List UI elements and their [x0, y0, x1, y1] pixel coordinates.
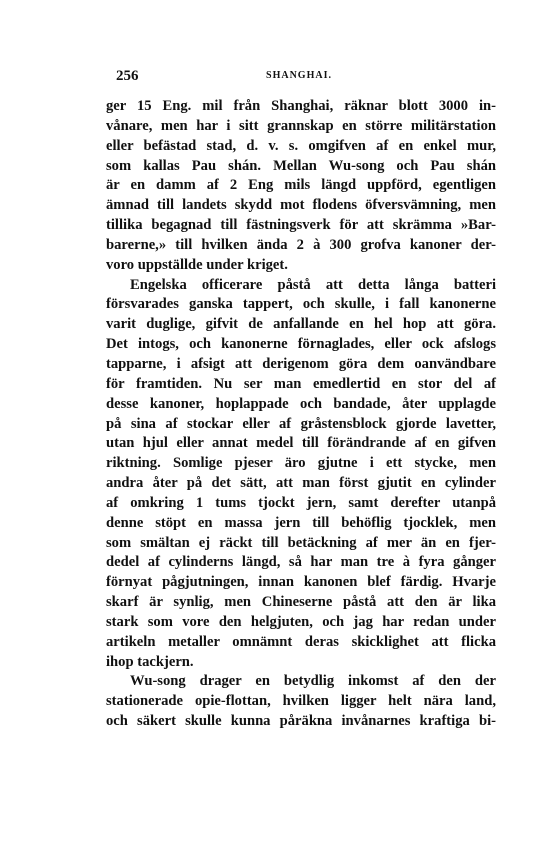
page-header — [116, 68, 482, 86]
text-line: af omkring 1 tums tjockt jern, samt derefter utanpå — [106, 494, 496, 511]
text-line: ihop tackjern. — [106, 653, 194, 670]
text-line: vånare, men har i sitt grannskap en större militärstation — [106, 117, 496, 134]
page-number: 256 — [116, 68, 139, 84]
text-line: voro uppställde under kriget. — [106, 256, 288, 273]
text-line: och säkert skulle kunna påräkna invånarnes kraftiga bi- — [106, 713, 496, 730]
text-line: skarf är synlig, men Chineserne påstå att den är lika — [106, 594, 496, 611]
text-line: ger 15 Eng. mil från Shanghai, räknar blott 3000 in- — [106, 98, 496, 114]
text-line: barerne,» till hvilken ända 2 à 300 grofva kanoner der- — [106, 236, 496, 253]
text-line: utan hjul eller annat medel till förändrande af en gifven — [106, 435, 496, 452]
text-line: förnyat pågjutningen, innan kanonen blef färdig. Hvarje — [106, 574, 496, 591]
text-line: dedel af cylinderns längd, så har man tre à fyra gånger — [106, 554, 496, 571]
text-line: ämnad till landets skydd mot flodens öfversvämning, men — [106, 197, 496, 214]
text-line: Det intogs, och kanonerne förnaglades, eller ock afslogs — [106, 336, 496, 353]
text-line: försvarades ganska tappert, och skulle, i fall kanonerne — [106, 296, 496, 313]
text-line: är en damm af 2 Eng mils längd uppförd, egentligen — [106, 177, 496, 194]
text-line: som smältan ej räckt till betäckning af mer än en fjer- — [106, 534, 496, 551]
text-line: på sina af stockar eller af gråstensblock gjorde lavetter, — [106, 415, 496, 432]
text-line: desse kanoner, hoplappade och bandade, åter upplagde — [106, 395, 496, 412]
text-line: denne stöpt en massa jern till behöflig tjocklek, men — [106, 514, 496, 531]
text-line: Engelska officerare påstå att detta långa batteri — [130, 276, 496, 293]
text-line: stationerade opie-flottan, hvilken ligger helt nära land, — [106, 693, 496, 710]
text-line: varit duglige, gifvit de anfallande en hel hop att göra. — [106, 316, 496, 333]
text-line: tapparne, i afsigt att derigenom göra dem oanvändbare — [106, 355, 496, 372]
text-line: riktning. Somlige pjeser äro gjutne i ett stycke, men — [106, 455, 496, 472]
text-line: eller befästad stad, d. v. s. omgifven af en enkel mur, — [106, 137, 496, 154]
text-line: artikeln metaller omnämnt deras skicklighet att flicka — [106, 633, 496, 650]
text-line: tillika begagnad till fästningsverk för att skrämma »Bar- — [106, 217, 496, 234]
text-line: andra åter på det sätt, att man först gjutit en cylinder — [106, 475, 496, 492]
text-line: Wu-song drager en betydlig inkomst af den der — [130, 673, 496, 690]
text-line: för framtiden. Nu ser man emedlertid en stor del af — [106, 375, 496, 392]
text-line: som kallas Pau shán. Mellan Wu-song och Pau shán — [106, 157, 496, 174]
body-text — [106, 97, 496, 732]
text-line: stark som vore den helgjuten, och jag har redan under — [106, 613, 496, 630]
running-head: SHANGHAI. — [266, 70, 332, 81]
